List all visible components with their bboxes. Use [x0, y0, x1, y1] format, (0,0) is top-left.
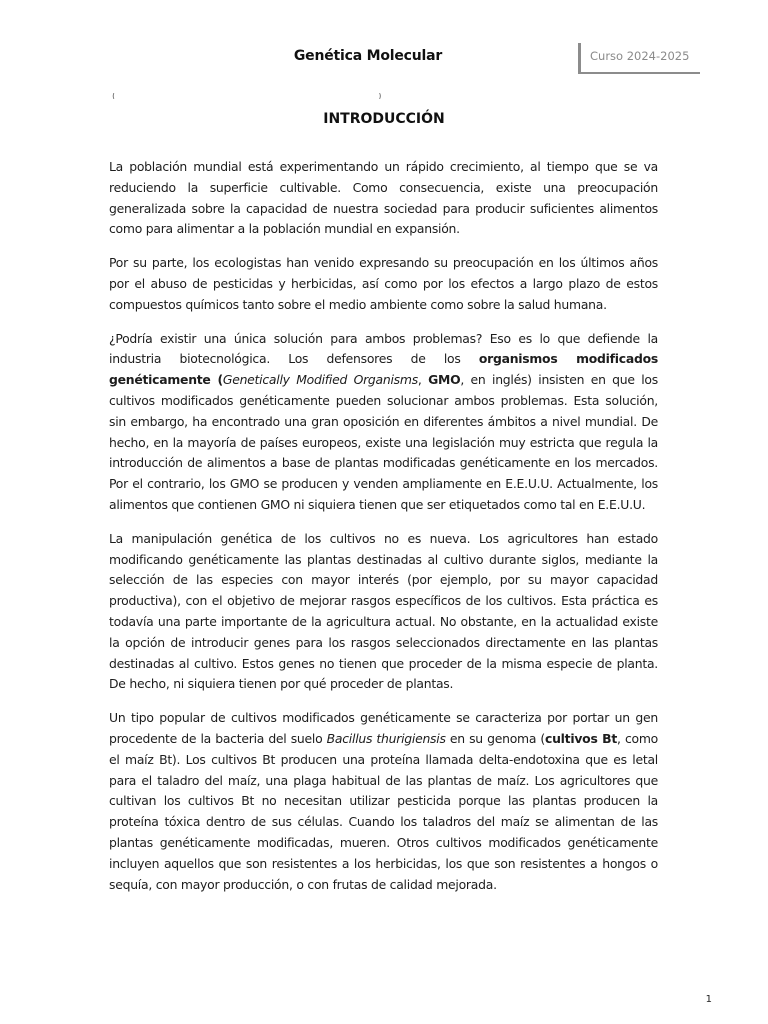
- clipped-text-remnant: ): [378, 93, 382, 99]
- header-vertical-rule: [578, 43, 581, 73]
- paragraph: La población mundial está experimentando un rápido crecimiento, al tiempo que se va reduciendo la superficie cultivable. Como consecuencia, existe una preocupación generalizada sobre la capacidad de nuestra sociedad para producir suficientes alimentos como para alimentar a la población mundial en expansión.: [109, 159, 658, 237]
- section-title: INTRODUCCIÓN: [323, 111, 445, 127]
- header-course-year: Curso 2024-2025: [590, 49, 690, 63]
- document-body: [109, 157, 658, 908]
- italic-term: Genetically Modified Organisms: [222, 372, 418, 388]
- paragraph-text: en su genoma (: [445, 730, 546, 746]
- bold-term: cultivos Bt: [545, 730, 618, 746]
- bold-term: organismos modificados genéticamente (: [109, 351, 658, 388]
- paragraph-text: , como el maíz Bt). Los cultivos Bt producen una proteína llamada delta-endotoxina que es letal para el taladro del maíz, una plaga habitual de las plantas de maíz. Los agricultores que cultivan los cultivos Bt no necesitan utilizar pesticida porque las plantas producen la proteína tóxica dentro de sus células. Cuando los taladros del maíz se alimentan de las plantas genéticamente modificadas, mueren. Otros cultivos modificados genéticamente incluyen aquellos que son resistentes a los herbicidas, los que son resistentes a hongos o sequía, con mayor producción, o con frutas de calidad mejorada.: [109, 730, 658, 892]
- paragraph-text: ,: [417, 372, 429, 388]
- paragraph: [109, 708, 658, 895]
- paragraph-text: , en inglés) insisten en que los cultivos modificados genéticamente pueden solucionar ambos problemas. Esta solución, sin embargo, ha encontrado una gran oposición en diferentes ámbitos a nivel mundial. De hecho, en la mayoría de países europeos, existe una legislación muy estricta que regula la introducción de alimentos a base de plantas modificadas genéticamente en los mercados. Por el contrario, los GMO se producen y venden ampliamente en E.E.U.U. Actualmente, los alimentos que contienen GMO ni siquiera tienen que ser etiquetados como tal en E.E.U.U.: [109, 372, 658, 512]
- bold-term: GMO: [428, 372, 461, 388]
- clipped-text-remnant: (: [112, 93, 116, 99]
- paragraph-text: ¿Podría existir una única solución para ambos problemas? Eso es lo que defiende la industria biotecnológica. Los defensores de los: [109, 330, 658, 367]
- header-horizontal-rule: [578, 72, 700, 74]
- paragraph: Por su parte, los ecologistas han venido expresando su preocupación en los últimos años por el abuso de pesticidas y herbicidas, así como por los efectos a largo plazo de estos compuestos químicos tanto sobre el medio ambiente como sobre la salud humana.: [109, 255, 658, 312]
- italic-term: Bacillus thurigiensis: [326, 730, 446, 746]
- header-title: Genética Molecular: [293, 48, 443, 64]
- paragraph: [109, 329, 658, 516]
- paragraph-text: Un tipo popular de cultivos modificados genéticamente se caracteriza por portar un gen procedente de la bacteria del suelo: [109, 710, 658, 746]
- paragraph: La manipulación genética de los cultivos no es nueva. Los agricultores han estado modificando genéticamente las plantas destinadas al cultivo durante siglos, mediante la selección de las especies con mayor interés (por ejemplo, por su mayor capacidad productiva), con el objetivo de mejorar rasgos específicos de los cultivos. Esta práctica es todavía una parte importante de la agricultura actual. No obstante, en la actualidad existe la opción de introducir genes para los rasgos seleccionados directamente en las plantas destinadas al cultivo. Estos genes no tienen que proceder de la misma especie de planta. De hecho, ni siquiera tienen por qué proceder de plantas.: [109, 530, 658, 692]
- page-number: 1: [705, 994, 712, 1005]
- page-header: [0, 0, 768, 80]
